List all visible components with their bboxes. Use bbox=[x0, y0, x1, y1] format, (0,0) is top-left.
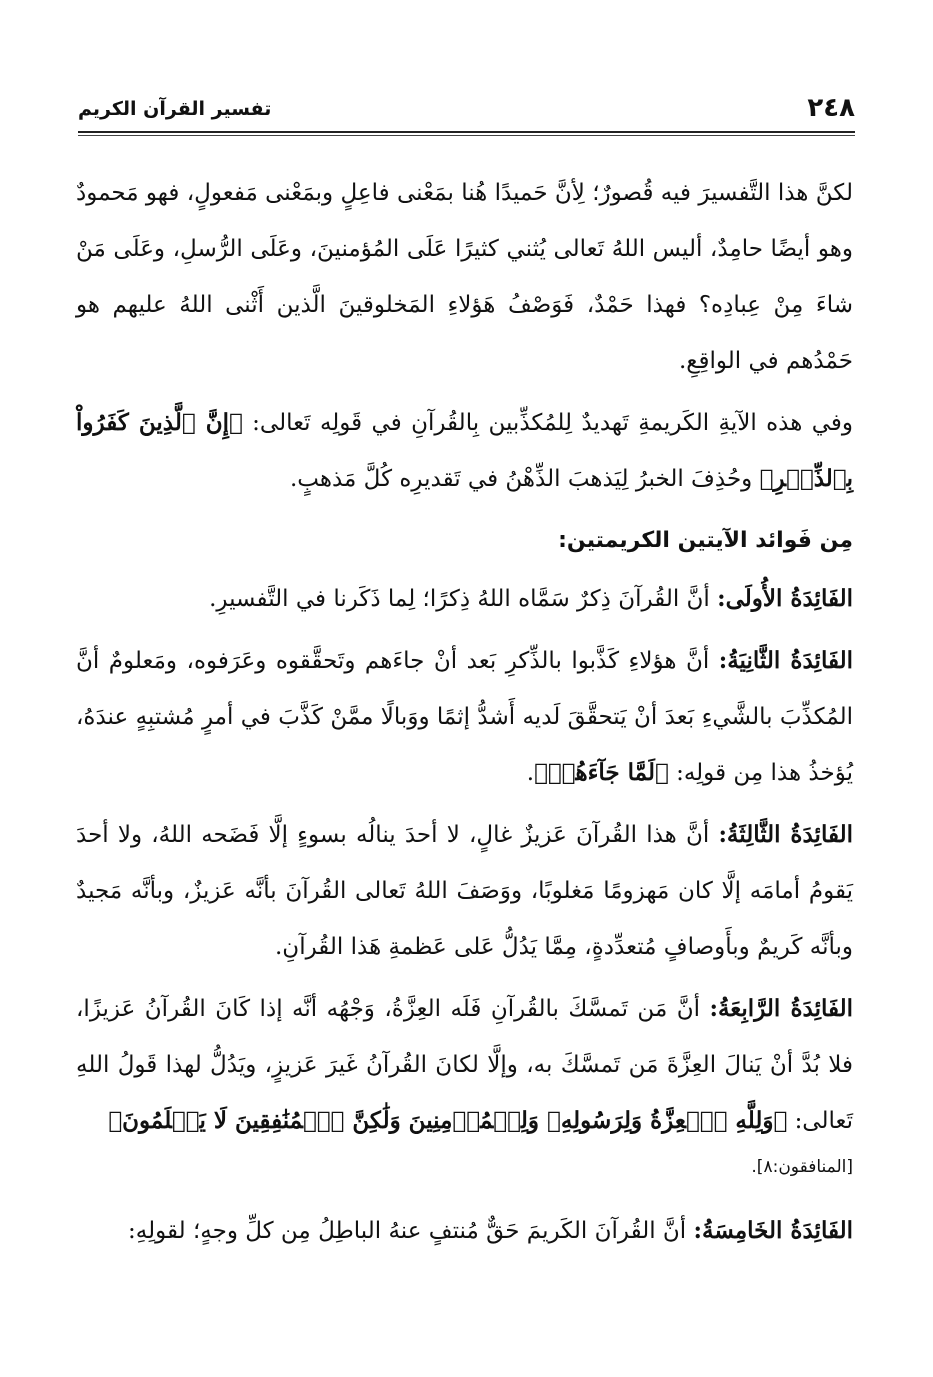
benefit-title: الفَائِدَةُ الرَّابِعَةُ: bbox=[709, 995, 854, 1022]
benefit-title: الفَائِدَةُ الأُولَى: bbox=[717, 585, 853, 612]
benefit-text: أنَّ هؤلاءِ كَذَّبوا بالذِّكرِ بَعد أنْ جاءَهم وتَحقَّقوه وعَرَفوه، ومَعلومٌ أنَّ المُكذِّبَ بالشَّيءِ بَعدَ أنْ يَتحقَّقَ لَديه أَشدُّ إثمًا ووَبالًا ممَّنْ كَذَّبَ في أمرٍ مُشتبِهٍ عندَهُ، يُؤخذُ هذا مِن قولِه: bbox=[76, 648, 853, 786]
paragraph-intro bbox=[76, 165, 853, 389]
section-heading: مِن فَوائد الآيتين الكريمتين: bbox=[558, 528, 853, 553]
benefit-2 bbox=[76, 633, 853, 801]
header-rule-thin bbox=[78, 135, 855, 136]
benefit-1 bbox=[76, 571, 853, 627]
benefit-punctuation: . bbox=[526, 760, 535, 786]
benefit-text: أنَّ مَن تَمسَّكَ بالقُرآنِ فَلَه العِزَّةُ، وَجْهُه أنَّه إذا كَانَ القُرآنُ عَزيزًا، فلا بُدَّ أنْ يَنالَ العِزَّةَ مَن تَمسَّكَ به، وإلَّا لكانَ القُرآنُ غَيرَ عَزيزٍ، ويَدُلُّ لهذا قَولُ اللهِ تَعالى: bbox=[76, 996, 853, 1134]
benefit-title: الفَائِدَةُ الثَّانِيَةُ: bbox=[718, 647, 853, 674]
verse-citation: [المنافقون:٨]. bbox=[751, 1157, 853, 1177]
running-header bbox=[78, 92, 855, 132]
benefit-5 bbox=[76, 1203, 853, 1259]
benefit-3 bbox=[76, 807, 853, 975]
benefit-text: أنَّ هذا القُرآنَ عَزيزٌ غالٍ، لا أحدَ ينالُه بسوءٍ إلَّا فَضَحه اللهُ، ولا أحدَ يَقومُ أمامَه إلَّا كان مَهزومًا مَغلوبًا، ووَصَفَ اللهُ تَعالى القُرآنَ بأنَّه عَزيزٌ، وبأنَّه مَجيدٌ وبأنَّه كَريمٌ وبأَوصافٍ مُتعدِّدةٍ، مِمَّا يَدُلُّ عَلى عَظمةِ هَذا القُرآنِ. bbox=[76, 822, 853, 960]
quran-verse: ﴿إِنَّ ٱلَّذِينَ كَفَرُواْ بِٱلذِّكۡرِ﴾ bbox=[76, 409, 853, 492]
paragraph-text: لكنَّ هذا التَّفسيرَ فيه قُصورٌ؛ لِأنَّ حَميدًا هُنا بمَعْنى فاعِلٍ وبمَعْنى مَفعولٍ، فهو مَحمودٌ وهو أيضًا حامِدٌ، أليس اللهُ تَعالى يُثني كثيرًا عَلَى المُؤمنينَ، وعَلَى الرُّسلِ، وعَلَى مَنْ شاءَ مِنْ عِبادِه؟ فهذا حَمْدٌ، فَوَصْفُ هَؤلاءِ المَخلوقينَ الَّذين أَثْنى اللهُ عليهم هو حَمْدُهم في الواقِعِ. bbox=[76, 180, 853, 374]
book-title: تفسير القرآن الكريم bbox=[78, 98, 272, 120]
benefit-text: أنَّ القُرآنَ الكَريمَ حَقٌّ مُنتفٍ عنهُ الباطِلُ مِن كلِّ وجهٍ؛ لقولِهِ: bbox=[128, 1218, 687, 1244]
quran-verse: ﴿لَمَّا جَآءَهُمۡ﴾ bbox=[534, 759, 669, 786]
benefit-title: الفَائِدَةُ الخَامِسَةُ: bbox=[693, 1217, 853, 1244]
quran-verse: ﴿وَلِلَّهِ ٱلۡعِزَّةُ وَلِرَسُولِهِۦ وَلِلۡمُؤۡمِنِينَ وَلَٰكِنَّ ٱلۡمُنَٰفِقِينَ لَا يَعۡلَمُونَ﴾ bbox=[108, 1107, 788, 1134]
benefit-title: الفَائِدَةُ الثَّالِثَةُ: bbox=[718, 821, 853, 848]
page-number: ٢٤٨ bbox=[807, 93, 855, 123]
page-body bbox=[76, 165, 853, 1265]
benefit-4 bbox=[76, 981, 853, 1149]
paragraph-text: وفي هذه الآيةِ الكَريمةِ تَهديدٌ لِلمُكذِّبين بِالقُرآنِ في قَولِه تَعالى: bbox=[252, 410, 853, 436]
paragraph-text: وحُذِفَ الخبرُ لِيَذهبَ الذِّهْنُ في تَقديرِه كُلَّ مَذهبٍ. bbox=[289, 466, 753, 492]
benefit-text: أنَّ القُرآنَ ذِكرٌ سَمَّاه اللهُ ذِكرًا؛ لِما ذَكَرنا في التَّفسيرِ. bbox=[209, 586, 710, 612]
paragraph-threat bbox=[76, 395, 853, 507]
header-rule bbox=[78, 131, 855, 133]
